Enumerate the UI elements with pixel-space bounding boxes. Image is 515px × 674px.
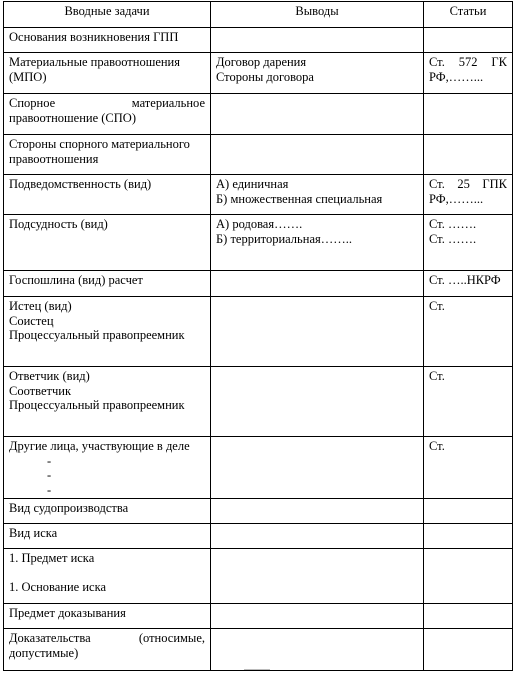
article-cell	[424, 28, 513, 53]
row-label: Материальные правоотношения (МПО)	[4, 53, 211, 94]
article-cell: Ст.	[424, 437, 513, 499]
table-row	[4, 28, 513, 53]
table-row	[4, 437, 513, 499]
article-cell	[424, 94, 513, 135]
row-label: Ответчик (вид) Соответчик Процессуальный правопреемник	[4, 367, 211, 437]
article-cell: Ст. …..НКРФ	[424, 271, 513, 297]
table-row	[4, 135, 513, 175]
page-divider	[244, 669, 270, 672]
article-cell: Ст.	[424, 297, 513, 367]
article-cell: Ст. 25 ГПК РФ,……...	[424, 175, 513, 215]
article-cell: Ст. 572 ГК РФ,……...	[424, 53, 513, 94]
conclusion-cell: А) единичная Б) множественная специальная	[211, 175, 424, 215]
table-row	[4, 629, 513, 671]
table-row	[4, 94, 513, 135]
header-articles: Статьи	[424, 2, 513, 28]
list-dash: -	[47, 482, 52, 497]
conclusion-cell: Договор дарения Стороны договора	[211, 53, 424, 94]
conclusion-cell	[211, 367, 424, 437]
conclusion-cell	[211, 437, 424, 499]
conclusion-cell	[211, 271, 424, 297]
conclusion-cell	[211, 524, 424, 549]
table-row	[4, 499, 513, 524]
row-label: Госпошлина (вид) расчет	[4, 271, 211, 297]
row-label: Основания возникновения ГПП	[4, 28, 211, 53]
table-row	[4, 297, 513, 367]
row-label: Истец (вид) Соистец Процессуальный правопреемник	[4, 297, 211, 367]
article-cell	[424, 524, 513, 549]
row-label: Доказательства (относимые, допустимые)	[4, 629, 211, 671]
case-analysis-table	[3, 1, 513, 671]
article-cell	[424, 135, 513, 175]
article-cell: Ст. ……. Ст. …….	[424, 215, 513, 271]
article-cell	[424, 629, 513, 671]
row-label: 1. Предмет иска 1. Основание иска	[4, 549, 211, 604]
conclusion-cell: А) родовая……. Б) территориальная……..	[211, 215, 424, 271]
table-row	[4, 175, 513, 215]
article-cell	[424, 604, 513, 629]
header-intro-tasks: Вводные задачи	[4, 2, 211, 28]
article-cell	[424, 499, 513, 524]
conclusion-cell	[211, 94, 424, 135]
row-label: Другие лица, участвующие в деле - - -	[4, 437, 211, 499]
row-label: Подведомственность (вид)	[4, 175, 211, 215]
row-label: Вид иска	[4, 524, 211, 549]
conclusion-cell	[211, 604, 424, 629]
table-row	[4, 524, 513, 549]
article-cell: Ст.	[424, 367, 513, 437]
conclusion-cell	[211, 297, 424, 367]
table-header-row	[4, 2, 513, 28]
conclusion-cell	[211, 135, 424, 175]
row-label: Стороны спорного материального правоотношения	[4, 135, 211, 175]
table-row	[4, 549, 513, 604]
row-label: Подсудность (вид)	[4, 215, 211, 271]
table-row	[4, 53, 513, 94]
table-row	[4, 367, 513, 437]
header-conclusions: Выводы	[211, 2, 424, 28]
conclusion-cell	[211, 28, 424, 53]
row-label: Вид судопроизводства	[4, 499, 211, 524]
conclusion-cell	[211, 499, 424, 524]
table-row	[4, 271, 513, 297]
row-label: Предмет доказывания	[4, 604, 211, 629]
list-dash: -	[47, 468, 52, 482]
article-cell	[424, 549, 513, 604]
row-label: Спорное материальное правоотношение (СПО)	[4, 94, 211, 135]
table-row	[4, 604, 513, 629]
table-row	[4, 215, 513, 271]
conclusion-cell	[211, 549, 424, 604]
conclusion-cell	[211, 629, 424, 671]
list-dash: -	[47, 453, 52, 468]
